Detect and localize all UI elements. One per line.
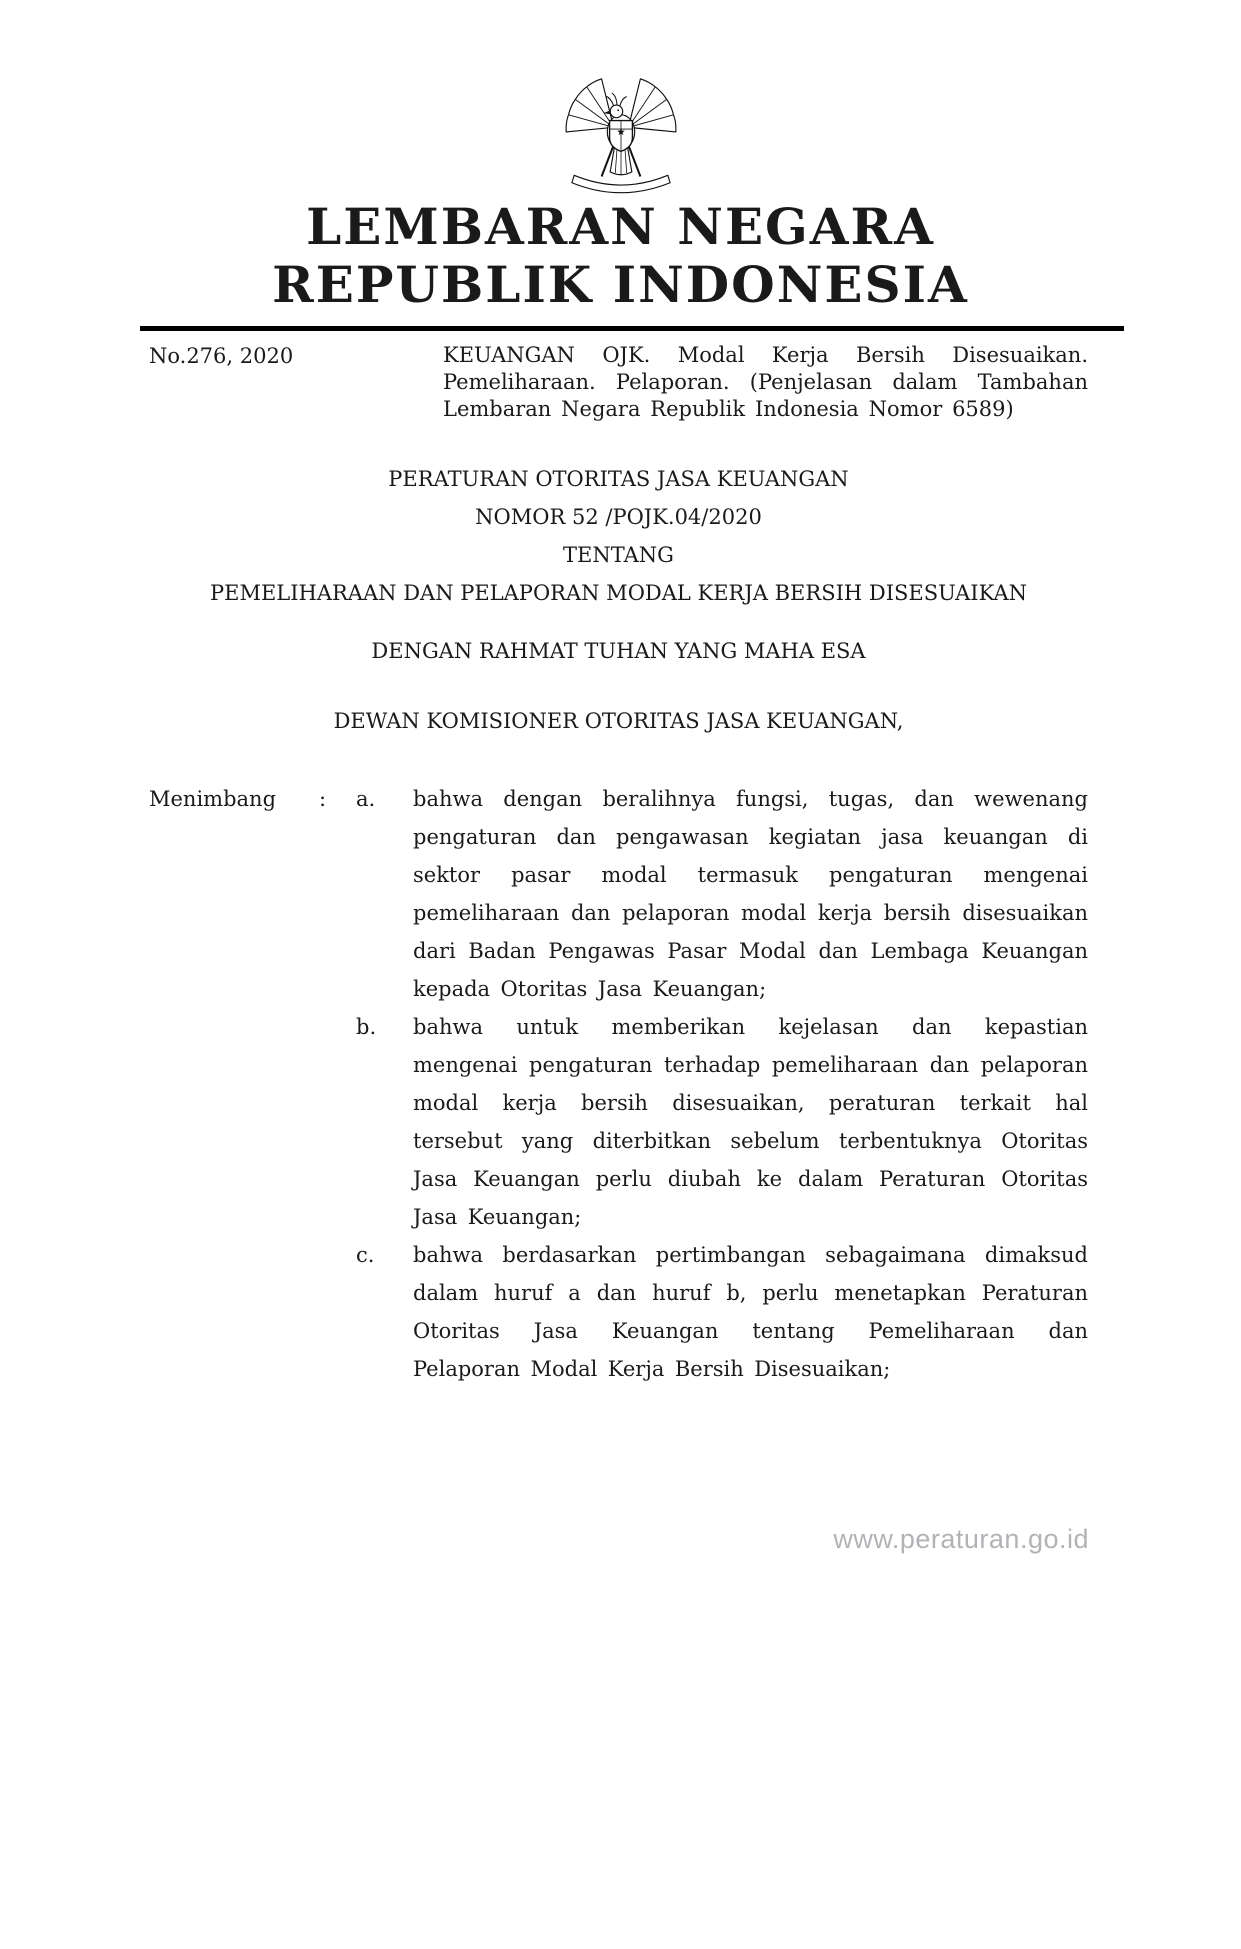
issue-number: No.276, 2020 xyxy=(149,344,294,368)
consideration-text: bahwa berdasarkan pertimbangan sebagaimana dimaksud dalam huruf a dan huruf b, perlu menetapkan Peraturan Otoritas Jasa Keuangan tentang Pemeliharaan dan Pelaporan Modal Kerja Bersih Disesuaikan; xyxy=(413,1243,1088,1381)
regulation-number: NOMOR 52 /POJK.04/2020 xyxy=(475,505,762,529)
consideration-items xyxy=(356,780,1088,1388)
invocation-line: DENGAN RAHMAT TUHAN YANG MAHA ESA xyxy=(371,639,866,663)
consideration-letter: c. xyxy=(356,1243,375,1267)
gazette-title-line1: LEMBARAN NEGARA xyxy=(306,197,935,256)
authority-line: DEWAN KOMISIONER OTORITAS JASA KEUANGAN, xyxy=(333,709,904,733)
menimbang-label: Menimbang xyxy=(149,787,277,811)
regulation-heading: PERATURAN OTORITAS JASA KEUANGAN xyxy=(388,467,849,491)
subject-abstract: KEUANGAN OJK. Modal Kerja Bersih Disesuaikan. Pemeliharaan. Pelaporan. (Penjelasan dalam Tambahan Lembaran Negara Republik Indonesia Nomor 6589) xyxy=(443,343,1088,421)
garuda-pancasila-emblem xyxy=(558,68,684,205)
consideration-item xyxy=(356,1008,1088,1236)
emblem-container xyxy=(0,68,1241,205)
header-rule xyxy=(140,326,1124,331)
menimbang-colon: : xyxy=(319,787,327,811)
consideration-text: bahwa dengan beralihnya fungsi, tugas, dan wewenang pengaturan dan pengawasan kegiatan jasa keuangan di sektor pasar modal termasuk pengaturan mengenai pemeliharaan dan pelaporan modal kerja bersih disesuaikan dari Badan Pengawas Pasar Modal dan Lembaga Keuangan kepada Otoritas Jasa Keuangan; xyxy=(413,787,1088,1001)
consideration-text: bahwa untuk memberikan kejelasan dan kepastian mengenai pengaturan terhadap pemeliharaan dan pelaporan modal kerja bersih disesuaikan, peraturan terkait hal tersebut yang diterbitkan sebelum terbentuknya Otoritas Jasa Keuangan perlu diubah ke dalam Peraturan Otoritas Jasa Keuangan; xyxy=(413,1015,1088,1229)
regulation-subject: PEMELIHARAAN DAN PELAPORAN MODAL KERJA BERSIH DISESUAIKAN xyxy=(209,581,1027,605)
regulation-headings xyxy=(149,460,1088,612)
gazette-title-line2: REPUBLIK INDONESIA xyxy=(272,255,969,314)
watermark-url: www.peraturan.go.id xyxy=(833,1524,1089,1554)
consideration-letter: b. xyxy=(356,1015,377,1039)
consideration-letter: a. xyxy=(356,787,376,811)
consideration-item xyxy=(356,1236,1088,1388)
tentang-label: TENTANG xyxy=(563,543,674,567)
masthead-row xyxy=(149,342,1088,423)
gazette-title xyxy=(0,198,1241,314)
considerations-section xyxy=(149,780,1088,1388)
consideration-item xyxy=(356,780,1088,1008)
